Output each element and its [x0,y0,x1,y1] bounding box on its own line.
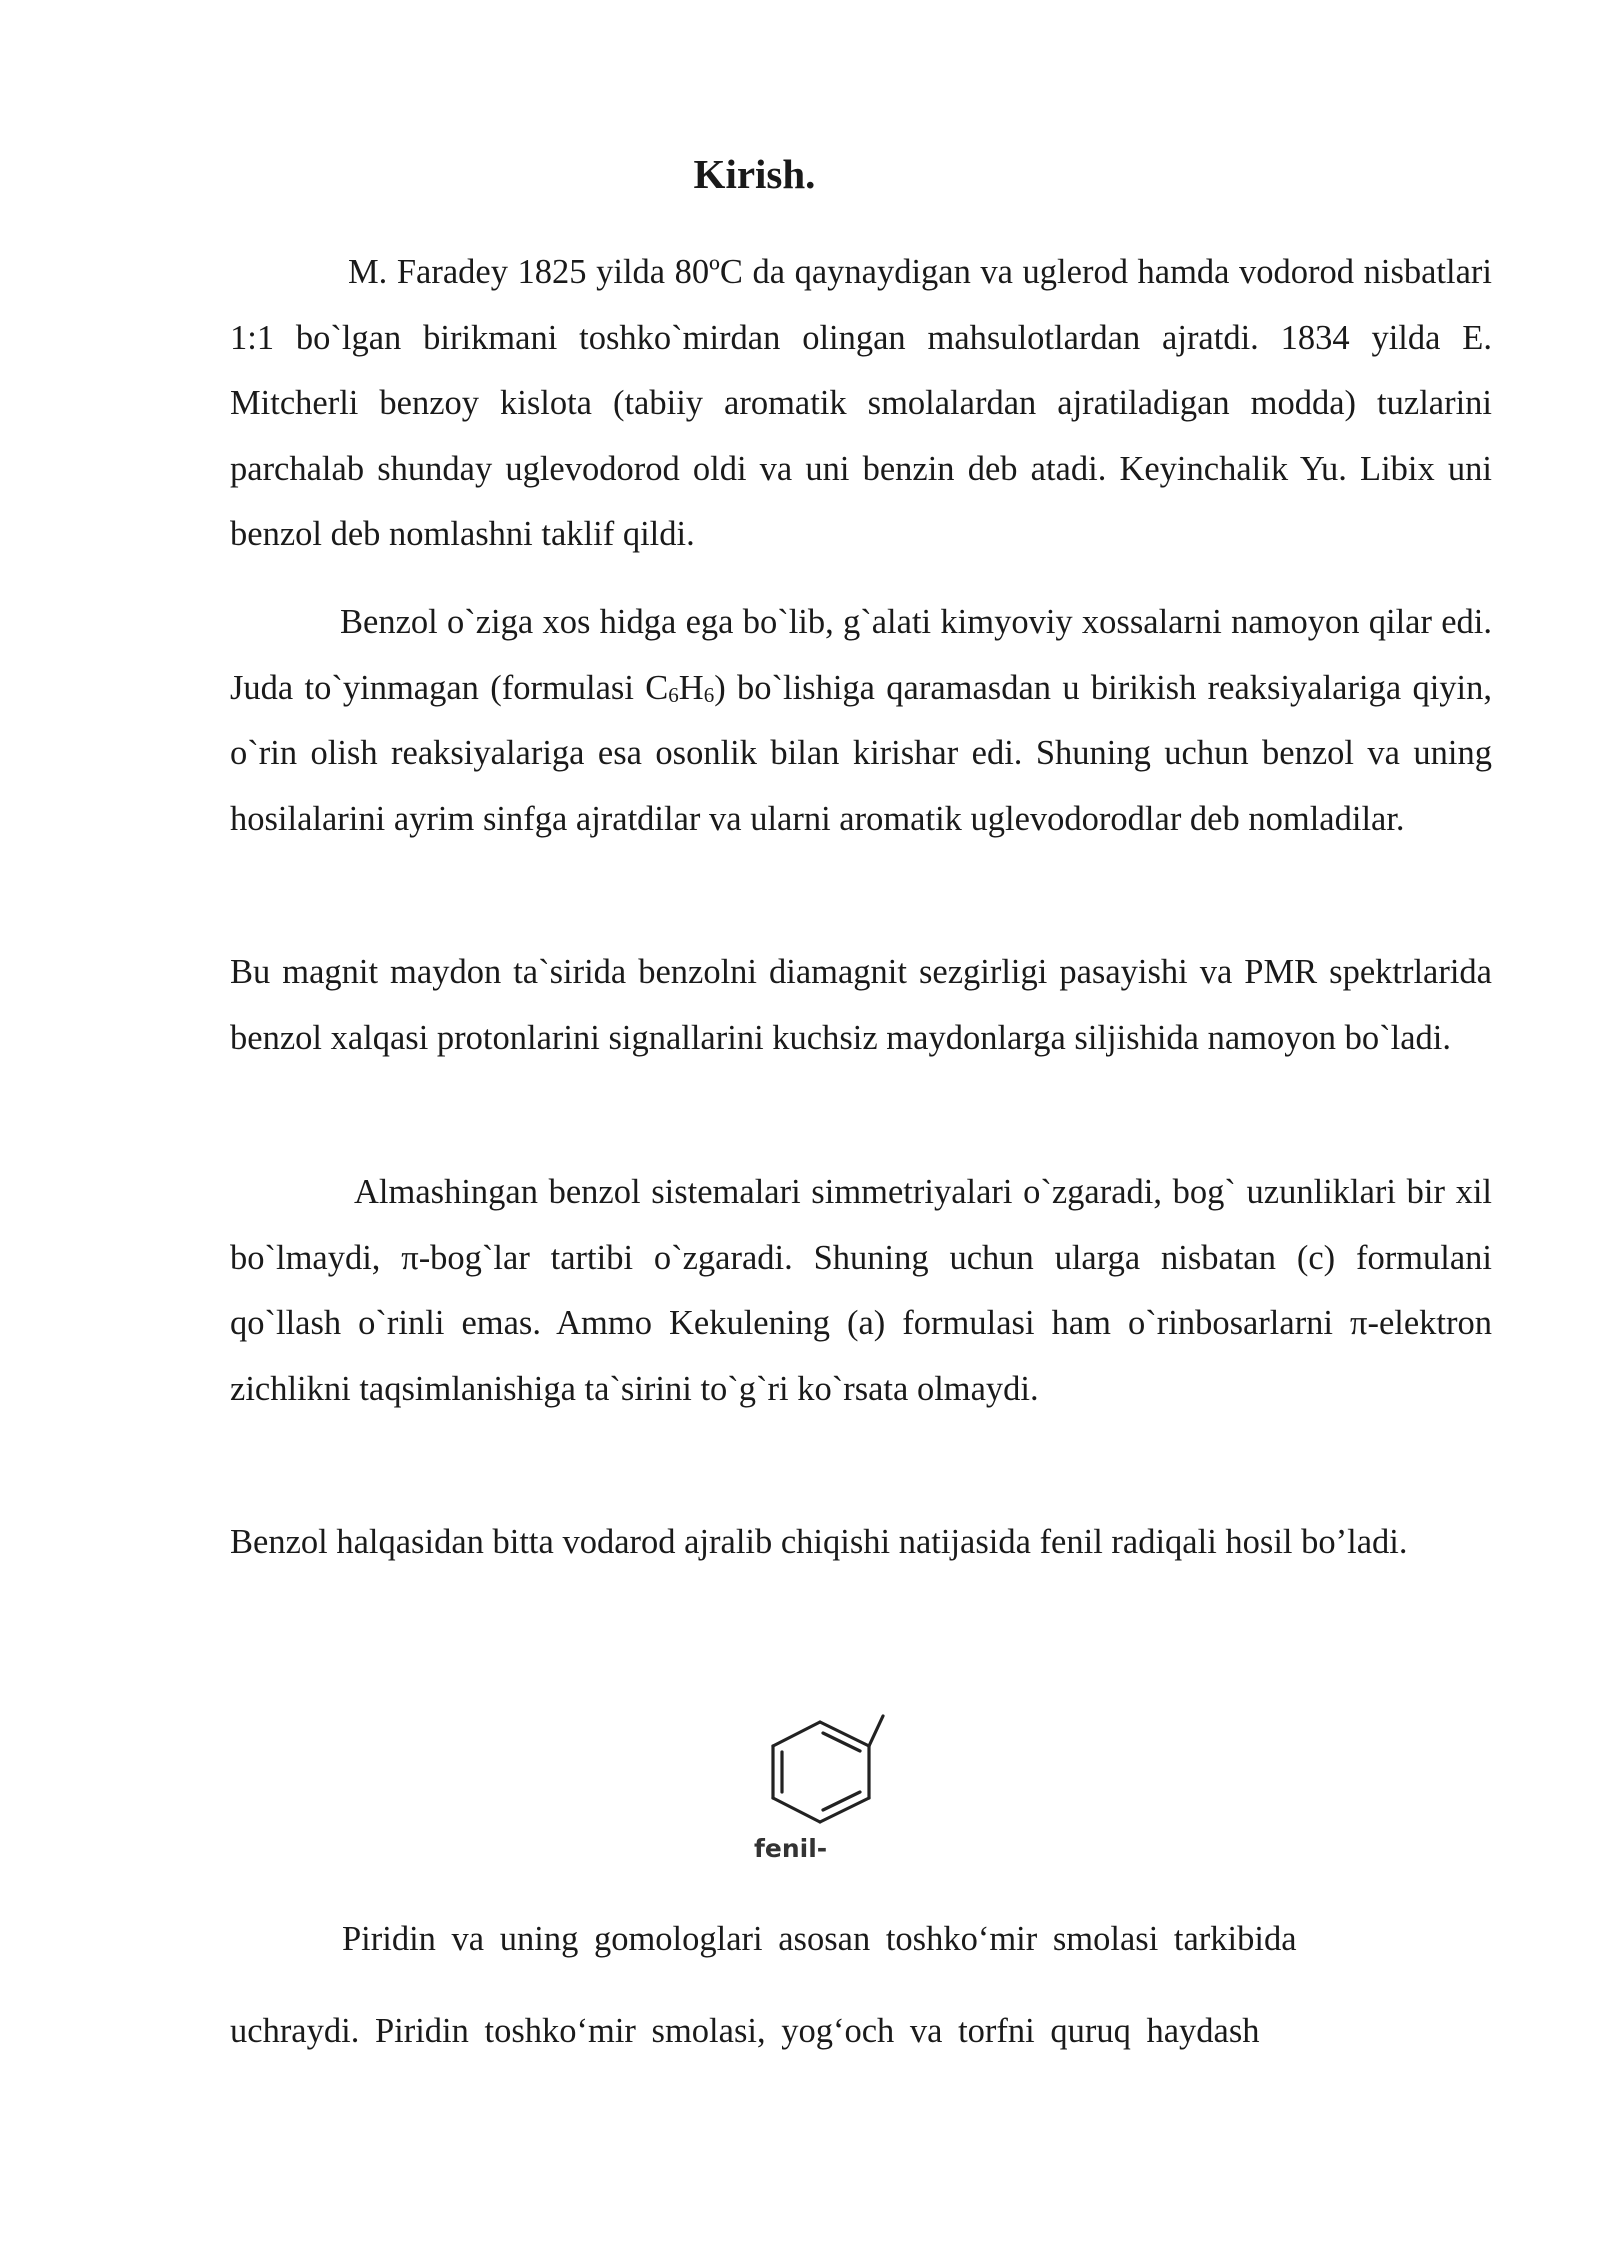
inner-double-bond [823,1733,860,1751]
formula-h: H [678,668,704,707]
ring-bond [773,1722,820,1746]
substituent-bond [869,1716,883,1746]
paragraph-substituted-benzol: Almashingan benzol sistemalari simmetriyalari o`zgaradi, bog` uzunliklari bir xil bo`lmaydi, π-bog`lar tartibi o`zgaradi. Shuning uchun ularga nisbatan (c) formulani qo`llash o`rinli emas. Ammo Kekulening (a) formulasi ham o`rinbosarlarni π-elektron zichlikni taqsimlanishiga ta`sirini to`g`ri ko`rsata olmaydi. [230,1173,1492,1408]
paragraph-benzol-text-b: ) bo`lishiga qaramasdan u birikish reaksiyalariga qiyin, o`rin olish reaksiyalariga esa osonlik bilan kirishar edi. Shuning uchun benzol va uning hosilalarini ayrim sinfga ajratdilar va ularni aromatik uglevodorodlar deb nomladilar. [230,668,1492,838]
inner-double-bond [823,1792,860,1810]
ring-bond [773,1798,820,1822]
paragraph-benzol-properties [230,590,1492,852]
paragraph-magnetic-field: Bu magnit maydon ta`sirida benzolni diamagnit sezgirligi pasayishi va PMR spektrlarida benzol xalqasi protonlarini signallarini kuchsiz maydonlarga siljishida namoyon bo`ladi. [230,953,1492,1057]
paragraph-benzol-text-a: Benzol o`ziga xos hidga ega bo`lib, g`alati kimyoviy xossalarni namoyon qilar edi. Juda to`yinmagan (formulasi C [230,603,1492,707]
paragraph-pyridine-line-1: Piridin va uning gomologlari asosan toshko‘mir smolasi tarkibida [342,1920,1297,1958]
page-title: Kirish. [693,151,816,197]
formula-subscript-c: 6 [668,682,679,707]
formula-subscript-h: 6 [703,682,715,707]
figure-caption: fenil- [754,1834,828,1863]
paragraph-faraday: M. Faradey 1825 yilda 80ºC da qaynaydigan va uglerod hamda vodorod nisbatlari 1:1 bo`lgan birikmani toshko`mirdan olingan mahsulotlardan ajratdi. 1834 yilda E. Mitcherli benzoy kislota (tabiiy aromatik smolalardan ajratiladigan modda) tuzlarini parchalab shunday uglevodorod oldi va uni benzin deb atadi. Keyinchalik Yu. Libix uni benzol deb nomlashni taklif qildi. [230,253,1492,553]
ring-bond [820,1798,869,1822]
paragraph-pyridine-line-2: uchraydi. Piridin toshko‘mir smolasi, yog‘och va torfni quruq haydash [230,2012,1260,2050]
paragraph-phenyl-radical: Benzol halqasidan bitta vodarod ajralib chiqishi natijasida fenil radiqali hosil bo’ladi. [230,1523,1408,1561]
